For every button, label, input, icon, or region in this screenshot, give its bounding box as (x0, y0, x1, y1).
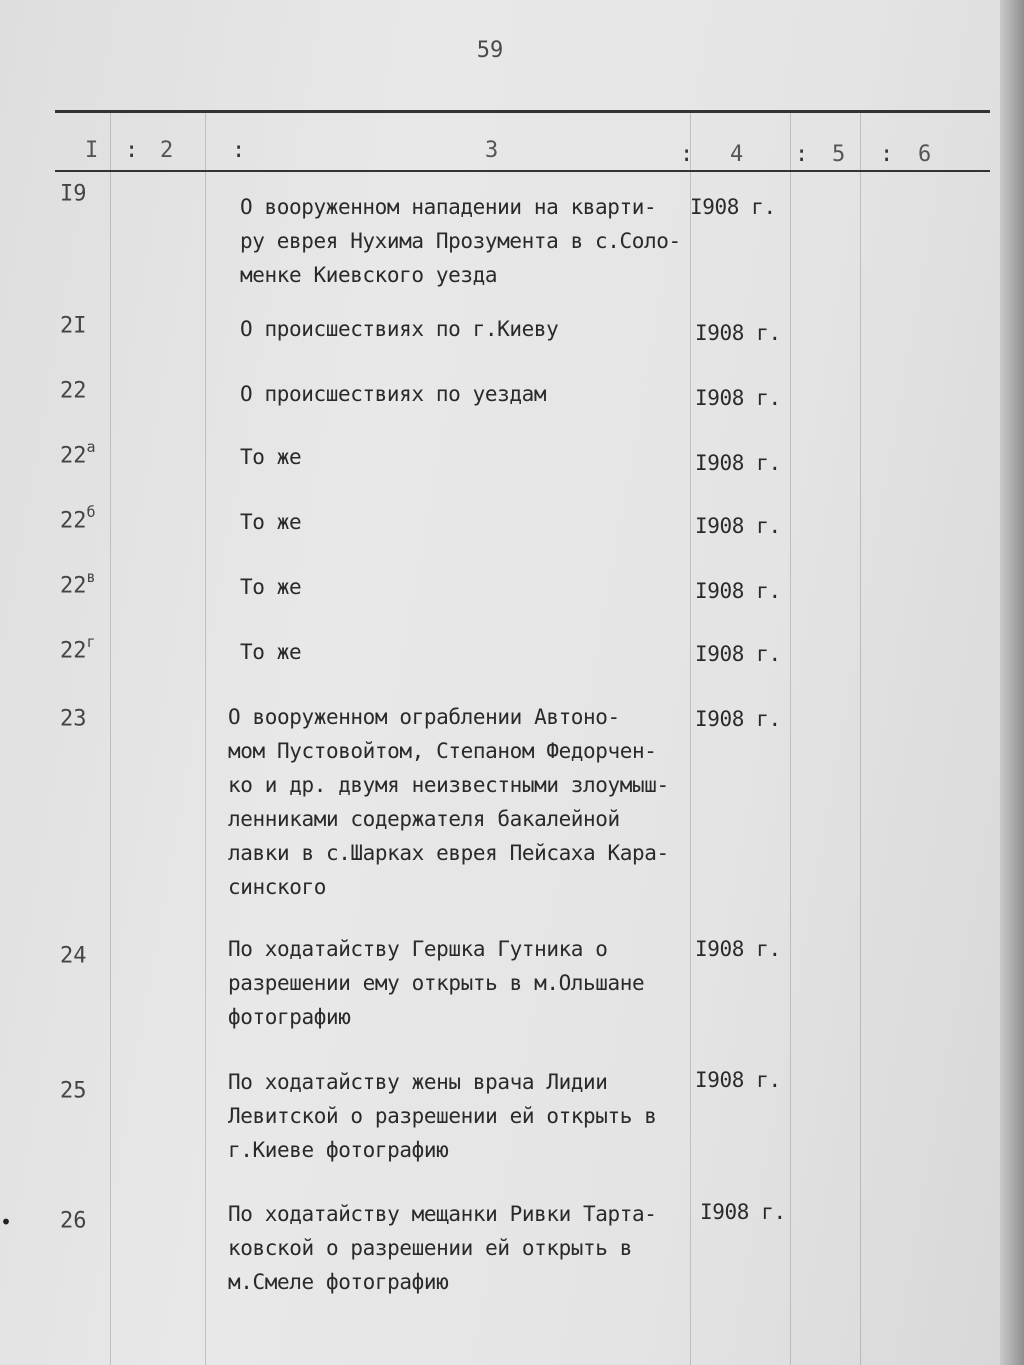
row-number: 25 (60, 1078, 87, 1104)
row-description: То же (240, 575, 302, 599)
header-col-3: 3 (485, 138, 499, 163)
row-year: I908 г. (690, 195, 776, 219)
header-separator: : (232, 138, 246, 163)
column-rule-2 (205, 110, 206, 1365)
row-description: О происшествиях по г.Киеву (240, 317, 559, 341)
row-year: I908 г. (695, 514, 781, 538)
row-number: I9 (60, 181, 87, 207)
row-number: $22^а$ (60, 438, 96, 469)
row-number: 2I (60, 313, 87, 339)
header-separator: : (125, 138, 139, 163)
row-year: I908 г. (695, 579, 781, 603)
header-col-5: 5 (832, 142, 846, 167)
header-separator: : (880, 142, 894, 167)
header-rule-top (55, 110, 990, 113)
header-separator: : (795, 142, 809, 167)
row-description: О вооруженном ограблении Автоно- мом Пустовойтом, Степаном Федорчен- ко и др. двумя неизвестными злоумыш- ленниками содержателя бакалейной лавки в с.Шарках еврея Пейсаха Кара- синского (228, 705, 669, 899)
row-number: $22^б$ (60, 503, 96, 534)
row-description: По ходатайству мещанки Ривки Тарта- ковской о разрешении ей открыть в м.Смеле фотографию (228, 1202, 657, 1294)
row-year: I908 г. (695, 642, 781, 666)
row-number: 23 (60, 706, 87, 732)
row-year: I908 г. (700, 1200, 786, 1224)
header-col-4: 4 (730, 142, 744, 167)
row-year: I908 г. (695, 451, 781, 475)
column-rule-4 (790, 110, 791, 1365)
header-col-1: I (85, 138, 99, 163)
header-col-2: 2 (160, 138, 174, 163)
row-number: 26 (60, 1208, 87, 1234)
row-description: То же (240, 445, 302, 469)
row-number: 22 (60, 378, 87, 404)
row-number: $22^г$ (60, 633, 96, 664)
row-description: О вооруженном нападении на кварти- ру еврея Нухима Прозумента в с.Соло- менке Киевского уезда (240, 195, 681, 287)
row-description: По ходатайству жены врача Лидии Левитской о разрешении ей открыть в г.Киеве фотографию (228, 1070, 657, 1162)
row-description: По ходатайству Гершка Гутника о разрешении ему открыть в м.Ольшане фотографию (228, 937, 645, 1029)
row-year: I908 г. (695, 321, 781, 345)
row-year: I908 г. (695, 386, 781, 410)
row-description: То же (240, 640, 302, 664)
row-number: 24 (60, 943, 87, 969)
header-col-6: 6 (918, 142, 932, 167)
row-description: То же (240, 510, 302, 534)
margin-mark: • (0, 1210, 13, 1234)
row-description: О происшествиях по уездам (240, 382, 547, 406)
row-year: I908 г. (695, 707, 781, 731)
header-separator: : (680, 142, 694, 167)
row-number: $22^в$ (60, 568, 96, 599)
column-rule-1 (110, 110, 111, 1365)
row-year: I908 г. (695, 1068, 781, 1092)
page-number: 59 (476, 38, 504, 63)
column-rule-5 (860, 110, 861, 1365)
row-year: I908 г. (695, 937, 781, 961)
page-edge (1000, 0, 1024, 1365)
header-rule-bottom (55, 170, 990, 172)
